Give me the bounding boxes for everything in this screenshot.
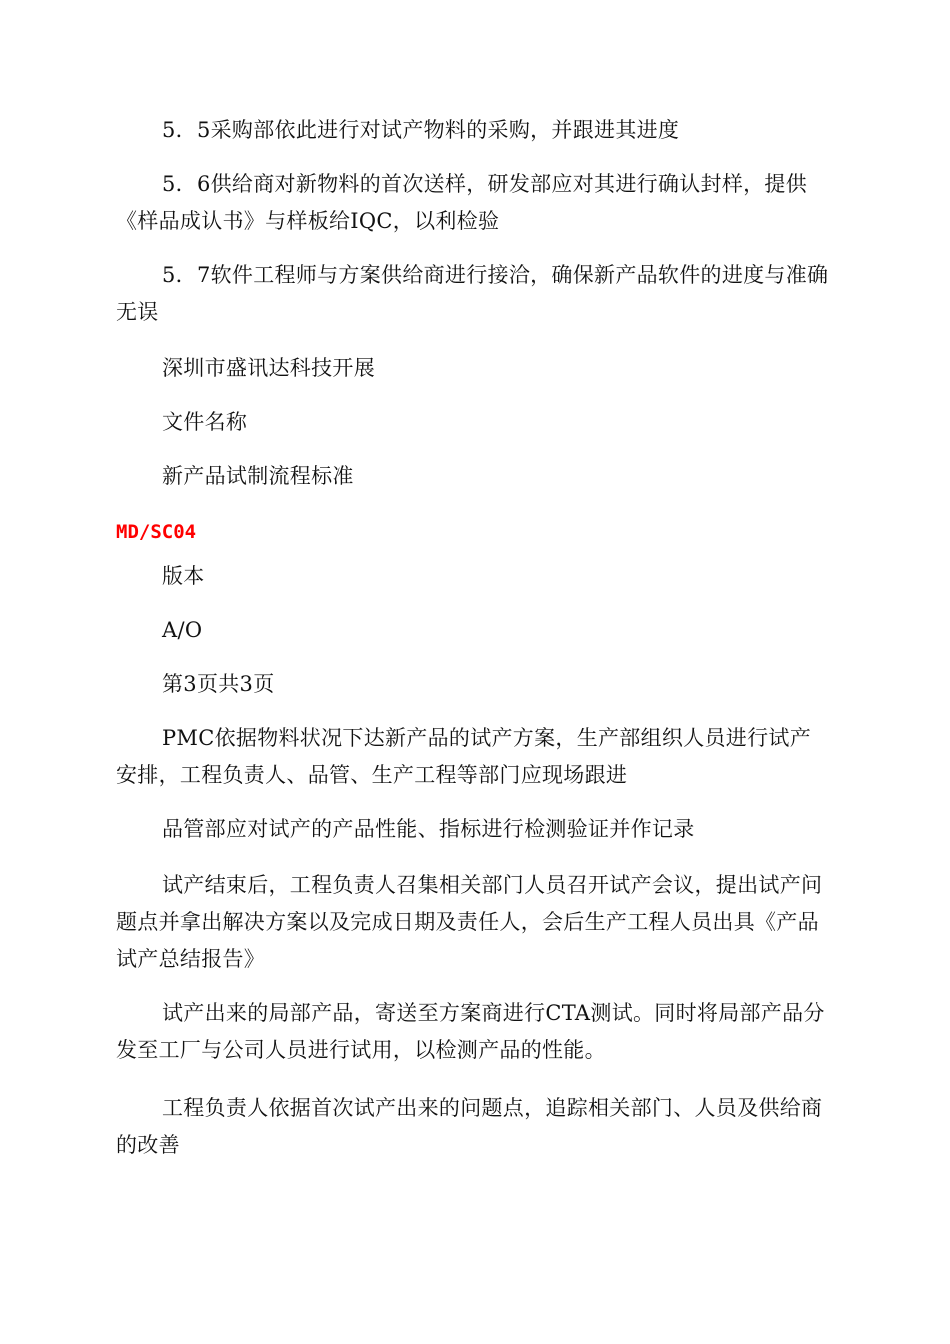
page-info: 第3页共3页	[162, 672, 275, 696]
paragraph-5-7: 5．7软件工程师与方案供给商进行接洽，确保新产品软件的进度与准确无误	[116, 263, 829, 324]
paragraph-5-5: 5．5采购部依此进行对试产物料的采购，并跟进其进度	[162, 118, 680, 142]
company-name: 深圳市盛讯达科技开展	[162, 356, 375, 380]
paragraph-5-6: 5．6供给商对新物料的首次送样，研发部应对其进行确认封样，提供《样品成认书》与样板给IQC，以利检验	[116, 172, 808, 233]
document-code: MD/SC04	[116, 521, 197, 543]
paragraph-follow-up: 工程负责人依据首次试产出来的问题点，追踪相关部门、人员及供给商的改善	[116, 1096, 823, 1157]
paragraph-trial-meeting: 试产结束后，工程负责人召集相关部门人员召开试产会议，提出试产问题点并拿出解决方案以及完成日期及责任人，会后生产工程人员出具《产品试产总结报告》	[116, 873, 823, 971]
paragraph-quality-check: 品管部应对试产的产品性能、指标进行检测验证并作记录	[162, 817, 695, 841]
paragraph-trial-plan: PMC依据物料状况下达新产品的试产方案，生产部组织人员进行试产安排，工程负责人、品管、生产工程等部门应现场跟进	[116, 726, 811, 787]
version-label: 版本	[162, 564, 205, 588]
paragraph-cta-test: 试产出来的局部产品，寄送至方案商进行CTA测试。同时将局部产品分发至工厂与公司人员进行试用，以检测产品的性能。	[116, 1001, 825, 1062]
file-name-label: 文件名称	[162, 410, 248, 434]
file-name-value: 新产品试制流程标准	[162, 464, 354, 488]
version-value: A/O	[162, 618, 203, 642]
